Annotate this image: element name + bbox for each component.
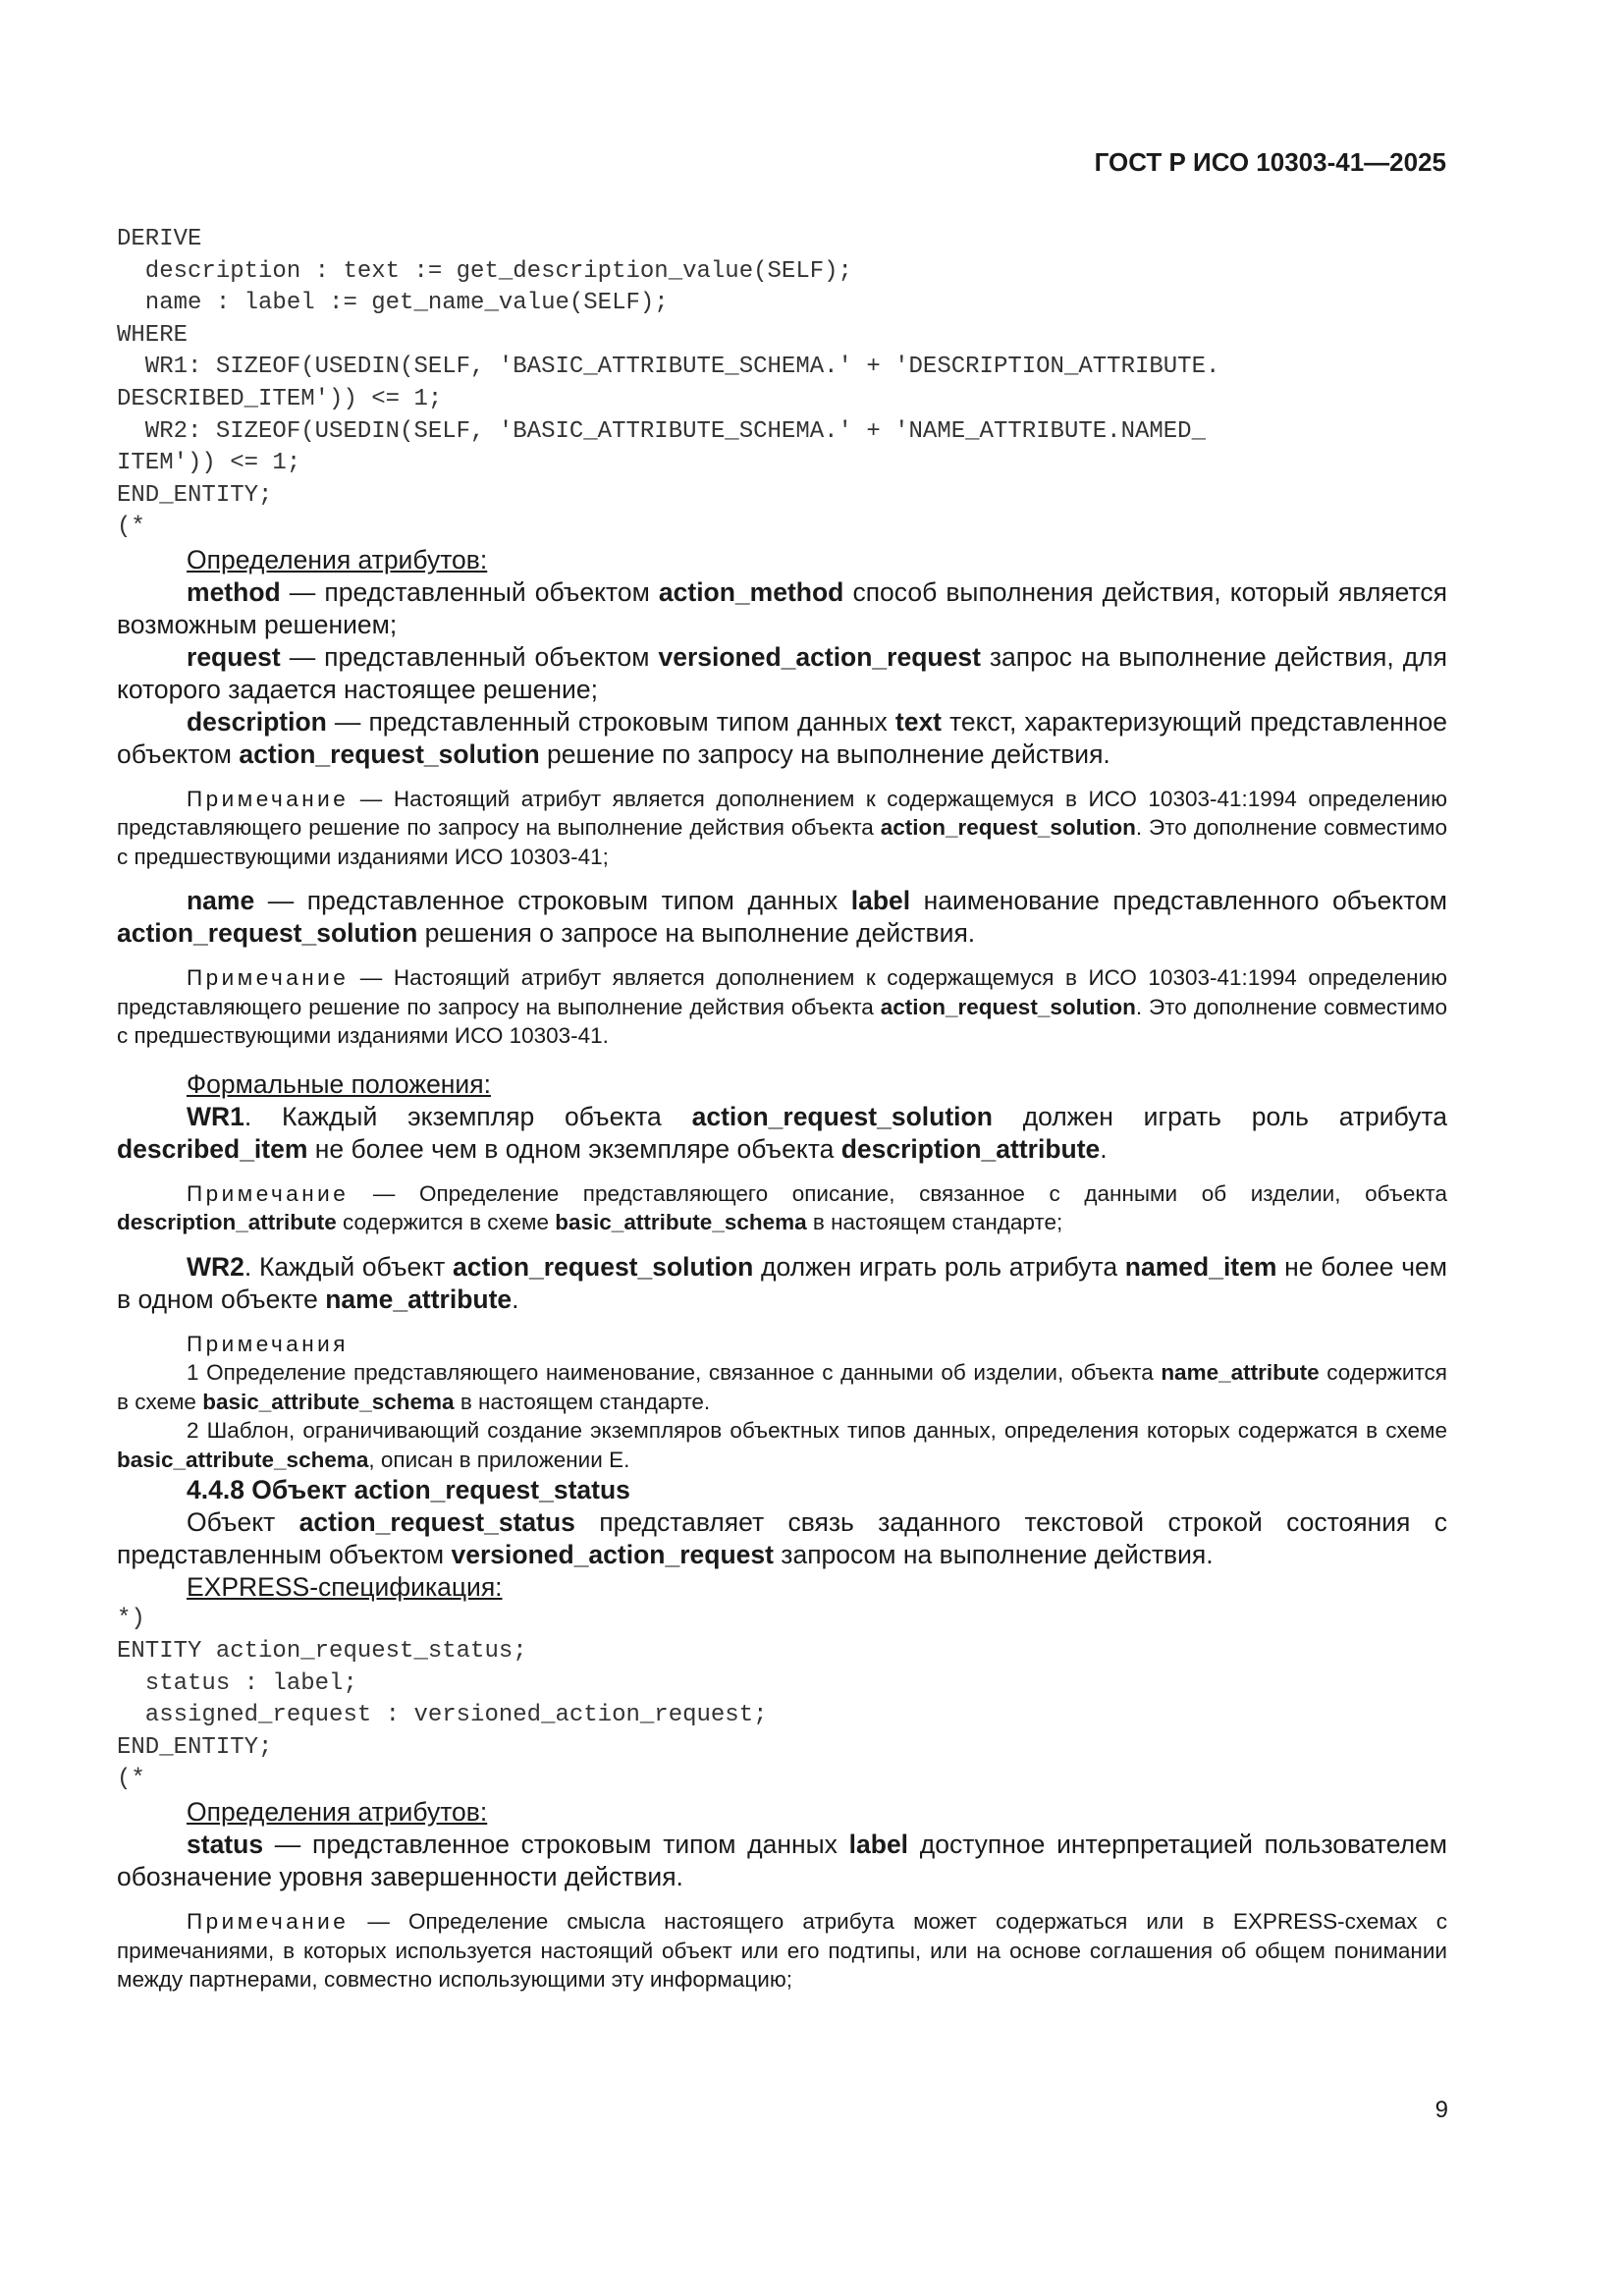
text: . Это дополнение совместимо с предшествующими изданиями ИСО 10303-41; [117, 815, 1447, 869]
schema-ref: basic_attribute_schema [117, 1447, 369, 1472]
text: . [512, 1284, 519, 1314]
entity-ref: action_request_solution [691, 1101, 993, 1131]
text: содержится в схеме [336, 1210, 556, 1235]
text: — Определение смысла настоящего атрибута может содержаться или в EXPRESS-схемах с примечаниями, в которых используется настоящий объект или его подтипы, или на основе соглашения об общем понимании между партнерами, совместно использующими эту информацию; [117, 1909, 1447, 1992]
entity-ref: description_attribute [840, 1133, 1101, 1164]
method-definition [117, 576, 1447, 641]
text: , описан в приложении Е. [368, 1447, 630, 1472]
page-content [117, 224, 1447, 1995]
text: не более чем в одном объекте [117, 1251, 1448, 1314]
entity-ref: versioned_action_request [658, 641, 981, 672]
document-id-header: ГОСТ Р ИСО 10303-41—2025 [1094, 147, 1446, 177]
text: — Настоящий атрибут является дополнением к содержащемуся в ИСО 10303-41:1994 определению представляющего решение по запросу на выполнение действия объекта [117, 786, 1447, 841]
entity-ref: description_attribute [117, 1210, 337, 1235]
express-code-entity: *) ENTITY action_request_status; status : label; assigned_request : versioned_action_request; END_ENTITY; (* [117, 1606, 768, 1793]
note-label: Примечание [187, 965, 350, 991]
entity-ref: action_request_solution [239, 738, 540, 769]
entity-ref: name_attribute [325, 1284, 513, 1314]
text: 1 Определение представляющего наименование, связанное с данными об изделии, объекта [187, 1360, 1162, 1386]
section-4-4-8-heading: 4.4.8 Объект action_request_status [187, 1475, 630, 1505]
text: в настоящем стандарте; [806, 1210, 1063, 1235]
attribute-ref: named_item [1124, 1251, 1277, 1282]
name-definition [117, 885, 1447, 950]
text: Объект [187, 1507, 299, 1538]
text: должен играть роль атрибута [992, 1101, 1447, 1131]
express-code-derive-where: DERIVE description : text := get_description_value(SELF); name : label := get_name_value(SELF); WHERE WR1: SIZEOF(USEDIN(SELF, 'BASIC_ATTRIBUTE_SCHEMA.' + 'DESCRIPTION_ATTRIBUTE. DESCRIBED_ITEM')) <= 1; WR2: SIZEOF(USEDIN(SELF, 'BASIC_ATTRIBUTE_SCHEMA.' + 'NAME_ATTRIBUTE.NAMED_ ITEM')) <= 1; END_ENTITY; (* [117, 226, 1220, 541]
entity-ref: action_request_status [298, 1507, 575, 1538]
entity-ref: action_request_solution [880, 815, 1136, 841]
text: в настоящем стандарте. [454, 1389, 711, 1414]
attribute-ref: described_item [117, 1133, 308, 1164]
notes-4-label [117, 1330, 1447, 1359]
term: method [187, 576, 281, 607]
text: . Каждый объект [243, 1251, 453, 1282]
note-1 [117, 785, 1447, 872]
wr2-rule [117, 1251, 1447, 1316]
text: — представленный строковым типом данных [326, 706, 895, 737]
attribute-definitions-heading: Определения атрибутов: [187, 544, 488, 574]
text: решения о запросе на выполнение действия. [417, 918, 976, 949]
schema-ref: basic_attribute_schema [555, 1210, 807, 1235]
text: — представленный объектом [280, 641, 659, 672]
rule-id: WR1 [187, 1101, 244, 1131]
text: доступное интерпретацией пользователем обозначение уровня завершенности действия. [117, 1830, 1447, 1891]
text: запрос на выполнение действия, для которого задается настоящее решение; [117, 641, 1447, 704]
text: . [1100, 1133, 1108, 1164]
request-definition [117, 641, 1447, 706]
text: текст, характеризующий представленное объектом [117, 706, 1447, 769]
formal-propositions-heading: Формальные положения: [187, 1068, 491, 1099]
status-definition [117, 1829, 1447, 1893]
note-label: Примечание [187, 1909, 350, 1934]
text: — представленное строковым типом данных [263, 1830, 849, 1859]
text: способ выполнения действия, который является возможным решением; [117, 576, 1447, 639]
page-number: 9 [1434, 2097, 1448, 2123]
text: наименование представленного объектом [910, 886, 1447, 916]
note-label: Примечание [187, 786, 350, 811]
note-2 [117, 963, 1447, 1051]
entity-ref: action_method [658, 576, 844, 607]
entity-ref: versioned_action_request [451, 1540, 774, 1570]
note-3 [117, 1179, 1447, 1237]
text: 2 Шаблон, ограничивающий создание экземпляров объектных типов данных, определения которых содержатся в схеме [187, 1418, 1447, 1444]
term: status [187, 1830, 264, 1859]
type-ref: label [848, 1830, 909, 1859]
text: должен играть роль атрибута [753, 1251, 1125, 1282]
note-label: Примечания [187, 1331, 349, 1356]
term: request [187, 641, 281, 672]
text: — представленное строковым типом данных [254, 886, 851, 916]
text: решение по запросу на выполнение действия. [539, 738, 1110, 769]
express-specification-heading: EXPRESS-спецификация: [187, 1572, 503, 1603]
text: содержится в схеме [117, 1360, 1447, 1414]
note-4-1 [117, 1358, 1447, 1416]
text: — Определение представляющего описание, связанное с данными об изделии, объекта [349, 1180, 1447, 1206]
text: . Это дополнение совместимо с предшествующими изданиями ИСО 10303-41. [117, 994, 1447, 1049]
type-ref: text [894, 706, 943, 737]
term: description [187, 706, 327, 737]
entity-ref: name_attribute [1161, 1360, 1320, 1386]
text: не более чем в одном экземпляре объекта [307, 1133, 841, 1164]
note-label: Примечание [187, 1180, 350, 1206]
entity-ref: action_request_solution [880, 994, 1136, 1019]
rule-id: WR2 [187, 1251, 244, 1282]
schema-ref: basic_attribute_schema [202, 1389, 455, 1414]
type-ref: label [850, 886, 911, 916]
note-4-2 [117, 1416, 1447, 1474]
entity-ref: action_request_solution [117, 918, 418, 949]
note-5 [117, 1907, 1447, 1995]
text: представляет связь заданного текстовой строкой состояния с представленным объектом [117, 1507, 1447, 1570]
text: — представленный объектом [280, 576, 659, 607]
description-definition [117, 706, 1447, 771]
attribute-definitions-heading-2: Определения атрибутов: [187, 1797, 488, 1827]
term: name [187, 886, 255, 916]
text: . Каждый экземпляр объекта [243, 1101, 692, 1131]
text: запросом на выполнение действия. [773, 1540, 1214, 1570]
text: — Настоящий атрибут является дополнением к содержащемуся в ИСО 10303-41:1994 определению представляющего решение по запросу на выполнение действия объекта [117, 965, 1447, 1019]
section-4-4-8-intro [117, 1506, 1447, 1571]
wr1-rule [117, 1101, 1447, 1166]
entity-ref: action_request_solution [453, 1251, 754, 1282]
